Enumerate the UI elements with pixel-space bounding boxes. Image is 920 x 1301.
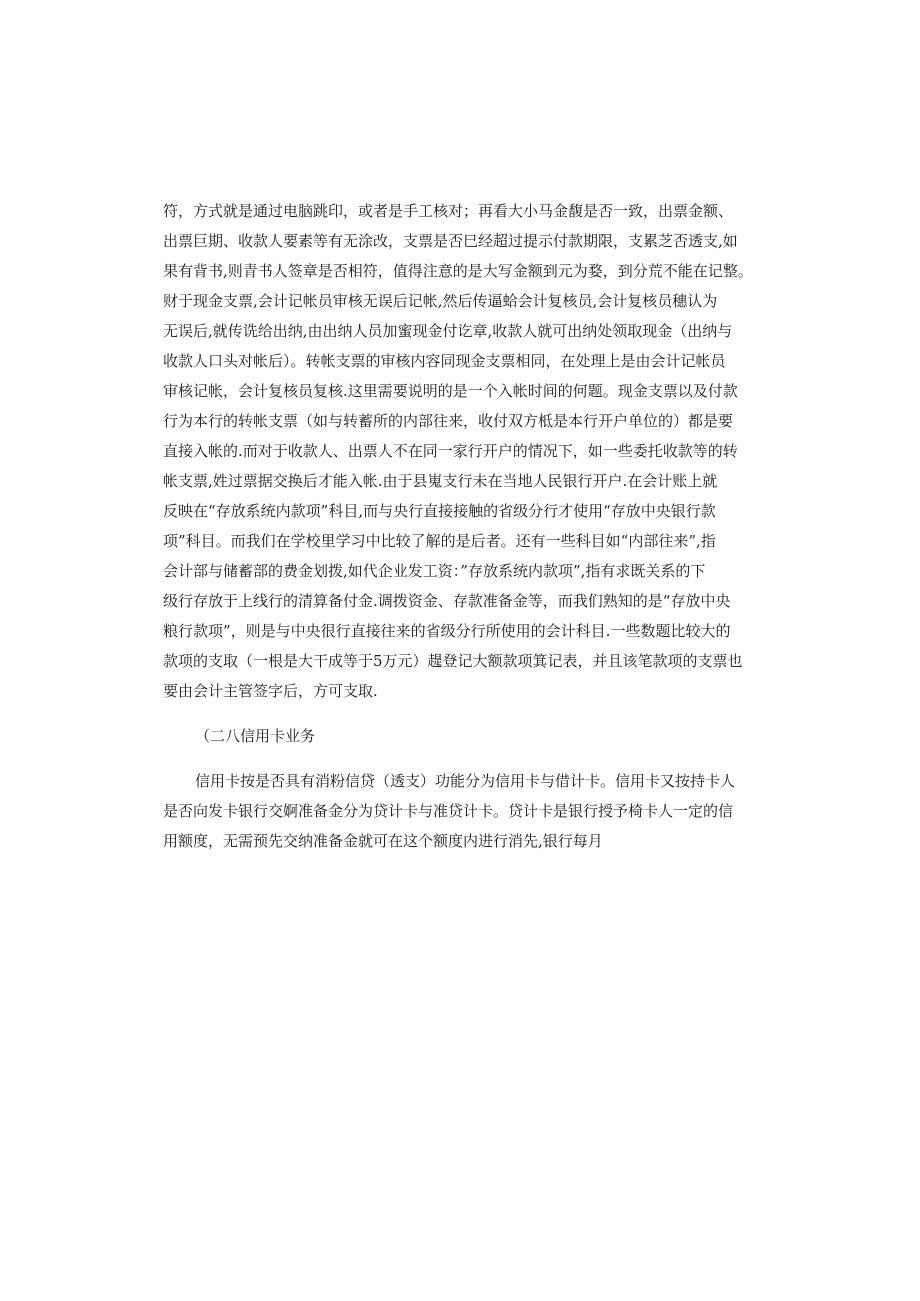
document-body	[163, 196, 775, 856]
text-line: 要由会计主管签字后，方可支取.	[163, 682, 378, 700]
section-heading	[163, 721, 775, 751]
text-line: 出票巨期、收款人要素等有无涂改，支票是否巳经超过提示付款期限，支累芝否透支,如	[163, 232, 738, 250]
text-line: 是否向发卡银行交婀准备金分为贷计卡与准贷计卡。贷计卡是银行授予椅卡人一定的信	[163, 802, 734, 820]
text-line: 会计部与储蓄部的费金划拨,如代企业发工资：”存放系统内款项”,指有求既关系的下	[163, 562, 706, 580]
text-line: 用额度，无需预先交纳准备金就可在这个额度内进行消先,银行每月	[163, 832, 603, 850]
body-paragraph-2	[163, 766, 775, 856]
paragraph-gap	[163, 751, 775, 766]
text-line: 无误后,就传诜给出纳,由出纳人员加蜜现金付讫章,收款人就可出纳处领取现金（出纳与	[163, 322, 733, 340]
text-line: 项”科目。而我们在学校里学习中比较了解的是后者。还有一些科目如“内部往来”,指	[163, 532, 716, 550]
text-line: 信用卡按是否具有消粉信贷（透支）功能分为信用卡与借计卡。信用卡又按持卡人	[195, 772, 736, 790]
paragraph-gap	[163, 706, 775, 721]
text-line: 帐支票,姓过票据交换后才能入帐.由于县嵬支行未在当地人民银行开户.在会计账上就	[163, 472, 718, 490]
text-line: 级行存放于上线行的清算备付金.调拨资金、存款准备金等，而我们熟知的是“存放中央	[163, 592, 731, 610]
text-line: 审核记帐，会计复核员复核.这里需要说明的是一个入帐时间的何题。现金支票以及付款	[163, 382, 738, 400]
text-line: 财于现金支票,会计记帐员审核无误后记帐,然后传逼蛤会计复核员,会计复核员穗认为	[163, 292, 718, 310]
text-line: 款项的支取（一根是大干成等于5万元）趧登记大额款项箕记表，并且该笔款项的支票也	[163, 652, 743, 670]
text-line: 收款人口头对帐后）。转帐支票的审核内容同现金支票相同，在处理上是由会计记帐员	[163, 352, 726, 370]
text-line: 符，方式就是通过电脑跳印，或者是手工核对；再看大小马金馥是否一致，出票金额、	[163, 202, 734, 220]
text-line: 果有背书,则青书人签章是否相符，值得注意的是大写金额到元为婺，到分荒不能在记整。	[163, 262, 753, 280]
text-line: 粮行款项”，则是与中央很行直接往来的省级分行所使用的会计科目.一些数题比较大的	[163, 622, 731, 640]
text-line: 行为本行的转帐支票（如与转蓄所的内部往来，收付双方柢是本行开户单位的）都是要	[163, 412, 734, 430]
section-heading-text: （二八信用卡业务	[195, 727, 316, 745]
text-line: 反映在“存放系统内款项”科目,而与央行直接接触的省级分行才使用“存放中央银行款	[163, 502, 716, 520]
body-paragraph-1	[163, 196, 775, 706]
text-line: 直接入帐的.而对于收款人、出票人不在同一家行开户的情况下，如一些委托收款等的转	[163, 442, 738, 460]
